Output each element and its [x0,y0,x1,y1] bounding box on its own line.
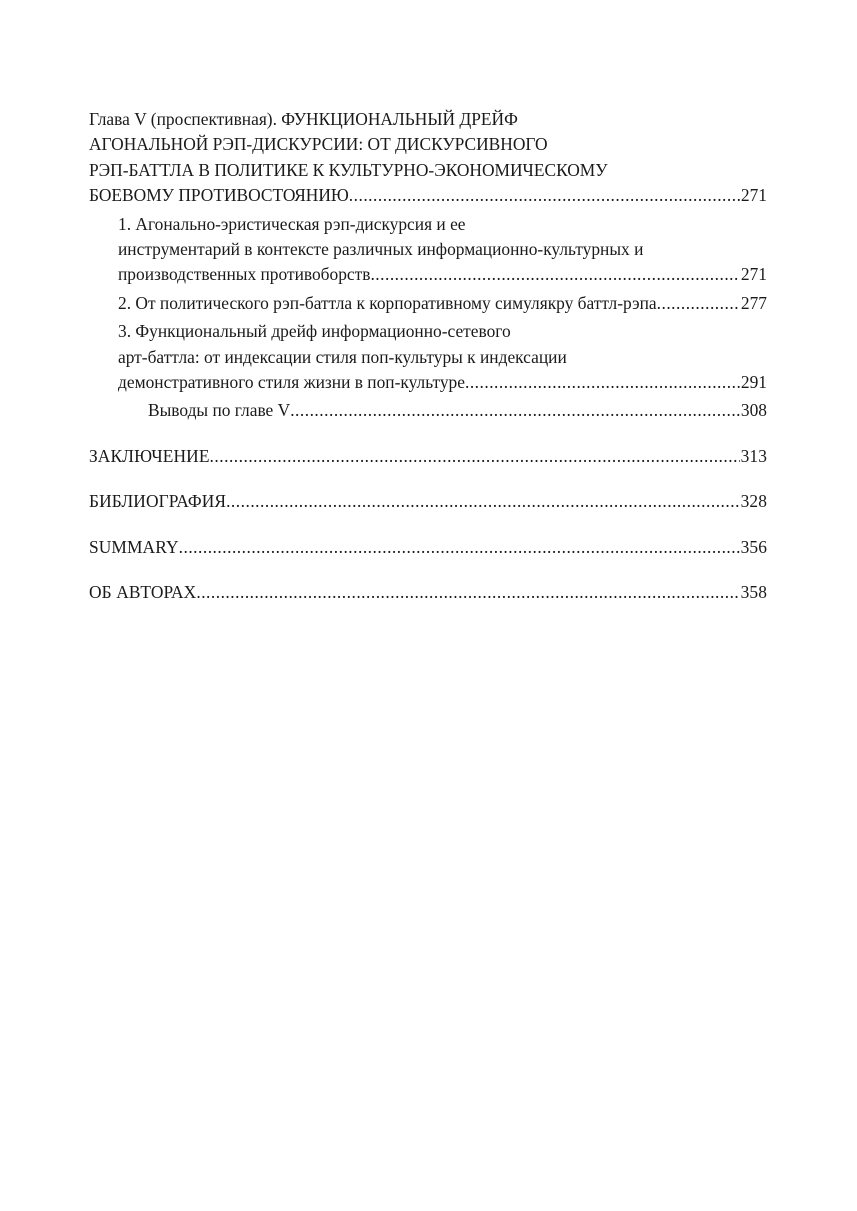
table-of-contents [89,107,767,606]
toc-conclusion-last-line [89,444,767,469]
leader-dots [179,535,740,560]
toc-bibliography-last-line [89,489,767,514]
leader-dots [370,262,739,287]
leader-dots [290,398,740,423]
toc-chapter-5-line-2: АГОНАЛЬНОЙ РЭП-ДИСКУРСИИ: ОТ ДИСКУРСИВНОГО [89,134,548,155]
toc-section-2-page: 277 [740,292,767,313]
toc-entry-bibliography [89,489,767,514]
toc-section-2-last-line [118,291,767,316]
toc-entry-conclusion [89,444,767,469]
toc-section-1-line-3: производственных противоборств [118,264,371,285]
toc-chapter-5-line-3: РЭП-БАТТЛА В ПОЛИТИКЕ К КУЛЬТУРНО-ЭКОНОМИЧЕСКОМУ [89,159,608,180]
toc-summary-title: SUMMARY [89,536,179,557]
toc-entry-authors [89,580,767,605]
leader-dots [657,291,740,316]
toc-entry-section-3 [89,319,767,395]
toc-section-3-line-2: арт-баттла: от индексации стиля поп-культуры к индексации [118,346,567,367]
toc-entry-section-2 [89,291,767,316]
toc-section-3-page: 291 [740,372,767,393]
toc-section-1-line-1: 1. Агонально-эристическая рэп-дискурсия и ее [118,213,466,234]
toc-section-3-last-line [118,370,767,395]
toc-section-2-title: 2. От политического рэп-баттла к корпоративному симулякру баттл-рэпа [118,292,657,313]
toc-entry-summary [89,535,767,560]
toc-chapter-5-line-4: БОЕВОМУ ПРОТИВОСТОЯНИЮ [89,185,349,206]
toc-summary-last-line [89,535,767,560]
toc-conclusions-5-last-line [148,398,767,423]
toc-conclusions-5-title: Выводы по главе V [148,400,291,421]
toc-entry-section-1 [89,212,767,288]
leader-dots [226,489,740,514]
toc-conclusion-title: ЗАКЛЮЧЕНИЕ [89,445,210,466]
toc-bibliography-title: БИБЛИОГРАФИЯ [89,491,227,512]
toc-conclusions-5-page: 308 [740,400,767,421]
toc-section-3-line-1: 3. Функциональный дрейф информационно-сетевого [118,321,511,342]
toc-authors-page: 358 [740,582,767,603]
toc-section-1-last-line [118,262,767,287]
leader-dots [349,183,740,208]
leader-dots [196,580,739,605]
toc-section-3-line-3: демонстративного стиля жизни в поп-культуре [118,372,465,393]
toc-bibliography-page: 328 [740,491,767,512]
toc-entry-chapter-5 [89,107,767,209]
toc-chapter-5-line-1: Глава V (проспективная). ФУНКЦИОНАЛЬНЫЙ ДРЕЙФ [89,109,518,129]
leader-dots [465,370,740,395]
toc-section-1-page: 271 [740,264,767,285]
toc-conclusion-page: 313 [740,445,767,466]
toc-authors-last-line [89,580,767,605]
toc-section-1-line-2: инструментарий в контексте различных информационно-культурных и [118,239,644,260]
toc-entry-conclusions-chapter-5 [89,398,767,423]
toc-chapter-5-last-line [89,183,767,208]
toc-chapter-5-page: 271 [740,185,767,206]
toc-authors-title: ОБ АВТОРАХ [89,582,197,603]
toc-summary-page: 356 [740,536,767,557]
leader-dots [210,444,740,469]
